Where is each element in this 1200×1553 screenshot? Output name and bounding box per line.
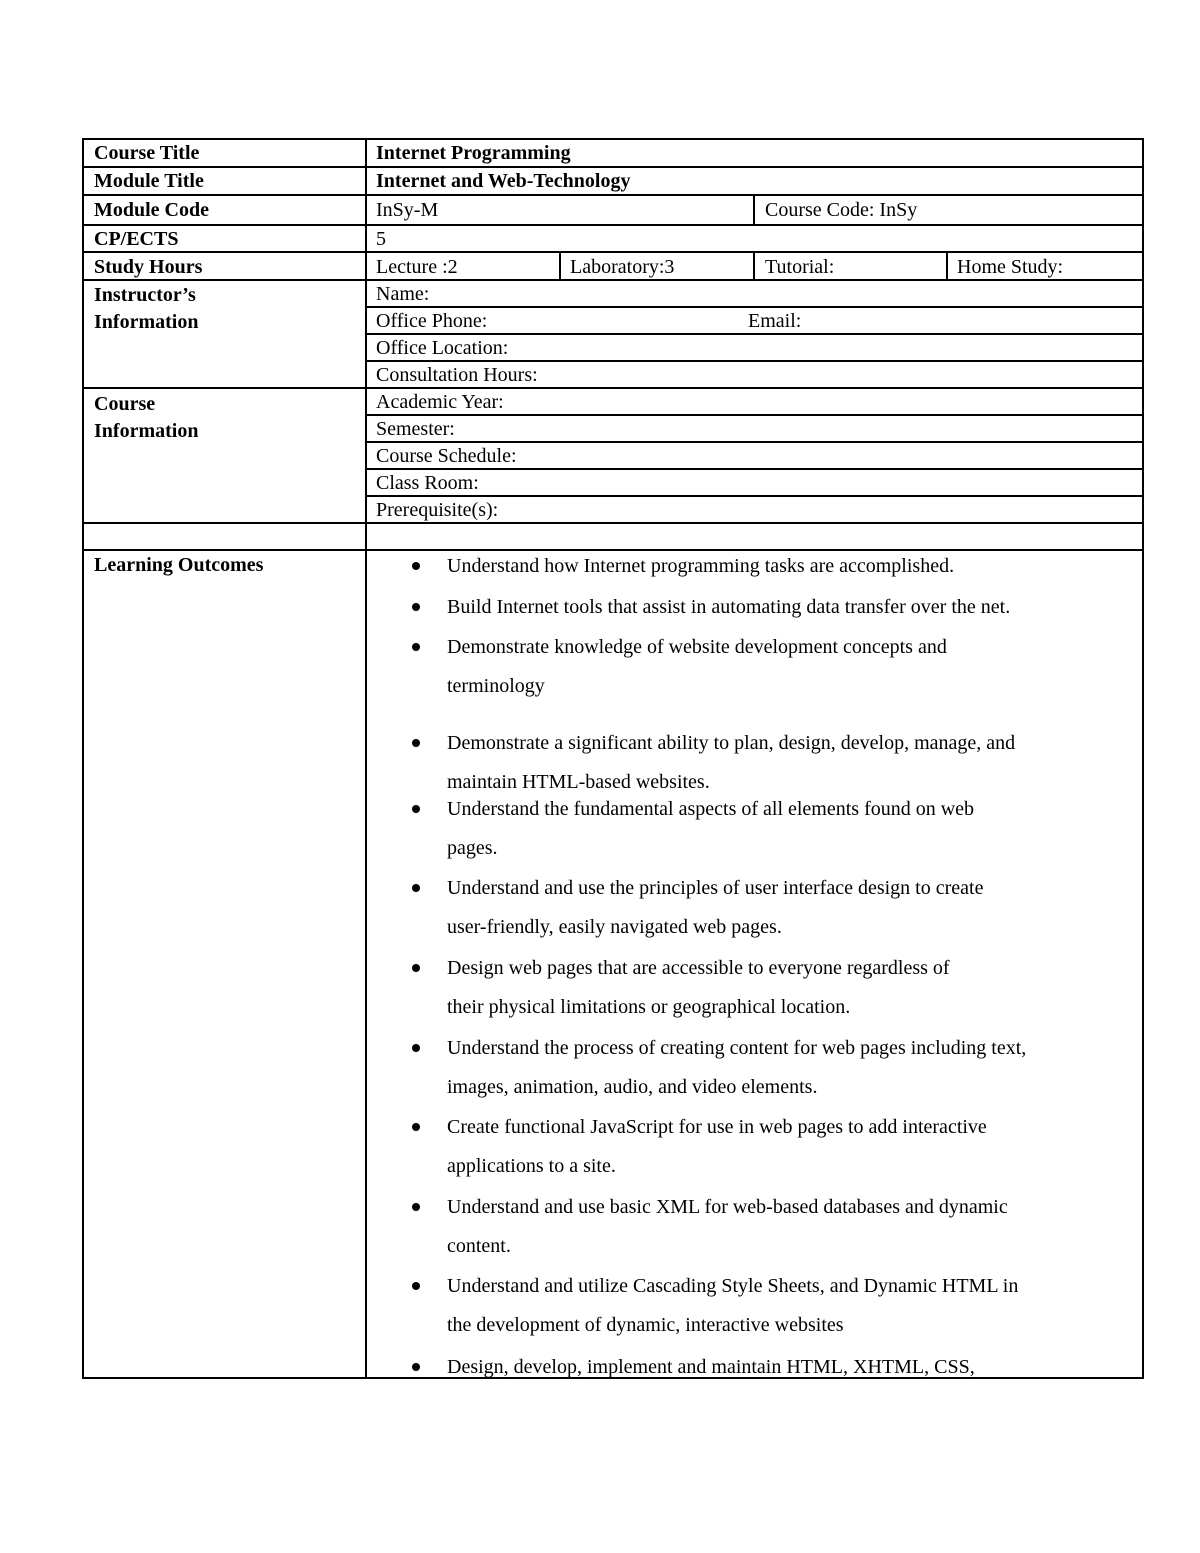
module-code-label: Module Code: [94, 199, 209, 221]
office-phone-field: Office Phone:: [376, 310, 488, 332]
learning-outcome-text: pages.: [447, 837, 498, 859]
bullet-icon: [412, 1363, 420, 1371]
learning-outcome-text: the development of dynamic, interactive websites: [447, 1314, 844, 1336]
course-title-label: Course Title: [94, 142, 200, 164]
bullet-icon: [412, 1282, 420, 1290]
learning-outcome-text: content.: [447, 1235, 511, 1257]
learning-outcome-text: Create functional JavaScript for use in web pages to add interactive: [447, 1116, 987, 1138]
learning-outcome-text: Understand how Internet programming tasks are accomplished.: [447, 555, 955, 577]
column-divider: [559, 251, 561, 281]
bullet-icon: [412, 884, 420, 892]
learning-outcome-text: user-friendly, easily navigated web pages.: [447, 916, 782, 938]
learning-outcome-text: images, animation, audio, and video elements.: [447, 1076, 818, 1098]
tutorial-hours: Tutorial:: [765, 256, 835, 278]
row-divider: [82, 522, 1144, 524]
course-code-value: Course Code: InSy: [765, 199, 918, 221]
module-code-value: InSy-M: [376, 199, 439, 221]
class-room-field: Class Room:: [376, 472, 479, 494]
row-divider: [82, 251, 1144, 253]
learning-outcome-text: maintain HTML-based websites.: [447, 771, 710, 793]
bullet-icon: [412, 1044, 420, 1052]
table-border-left: [82, 138, 84, 1379]
row-divider: [82, 387, 1144, 389]
prerequisites-field: Prerequisite(s):: [376, 499, 499, 521]
office-location-field: Office Location:: [376, 337, 509, 359]
learning-outcome-text: Design, develop, implement and maintain HTML, XHTML, CSS,: [447, 1356, 975, 1378]
bullet-icon: [412, 964, 420, 972]
home-study-hours: Home Study:: [957, 256, 1064, 278]
consultation-hours-field: Consultation Hours:: [376, 364, 538, 386]
learning-outcome-text: Understand and utilize Cascading Style Sheets, and Dynamic HTML in: [447, 1275, 1019, 1297]
learning-outcome-text: terminology: [447, 675, 545, 697]
learning-outcome-text: Understand and use the principles of user interface design to create: [447, 877, 984, 899]
bullet-icon: [412, 739, 420, 747]
learning-outcome-text: Understand the process of creating content for web pages including text,: [447, 1037, 1027, 1059]
learning-outcomes-label: Learning Outcomes: [94, 554, 264, 576]
learning-outcome-text: Understand the fundamental aspects of all elements found on web: [447, 798, 975, 820]
email-field: Email:: [748, 310, 802, 332]
bullet-icon: [412, 805, 420, 813]
bullet-icon: [412, 643, 420, 651]
bullet-icon: [412, 603, 420, 611]
academic-year-field: Academic Year:: [376, 391, 504, 413]
instructor-info-label-line1: Instructor’s: [94, 284, 196, 306]
table-border-top: [82, 138, 1144, 140]
semester-field: Semester:: [376, 418, 455, 440]
row-divider: [82, 224, 1144, 226]
course-info-label-line2: Information: [94, 420, 199, 442]
laboratory-hours: Laboratory:3: [570, 256, 675, 278]
column-divider: [753, 251, 755, 281]
learning-outcome-text: Understand and use basic XML for web-based databases and dynamic: [447, 1196, 1008, 1218]
course-title-value: Internet Programming: [376, 142, 571, 164]
module-title-label: Module Title: [94, 170, 204, 192]
learning-outcome-text: their physical limitations or geographical location.: [447, 996, 851, 1018]
column-divider: [946, 251, 948, 281]
learning-outcome-text: Design web pages that are accessible to everyone regardless of: [447, 957, 950, 979]
row-divider: [82, 549, 1144, 551]
learning-outcome-text: Build Internet tools that assist in automating data transfer over the net.: [447, 596, 1011, 618]
table-border-right: [1142, 138, 1144, 1379]
learning-outcome-text: Demonstrate a significant ability to plan, design, develop, manage, and: [447, 732, 1016, 754]
instructor-info-label-line2: Information: [94, 311, 199, 333]
instructor-name-field: Name:: [376, 283, 430, 305]
study-hours-label: Study Hours: [94, 256, 203, 278]
module-title-value: Internet and Web-Technology: [376, 170, 631, 192]
column-divider: [753, 194, 755, 226]
learning-outcome-text: applications to a site.: [447, 1155, 616, 1177]
column-divider: [365, 138, 367, 1379]
bullet-icon: [412, 1123, 420, 1131]
cp-ects-value: 5: [376, 228, 386, 250]
row-divider: [82, 194, 1144, 196]
course-schedule-field: Course Schedule:: [376, 445, 517, 467]
learning-outcome-text: Demonstrate knowledge of website development concepts and: [447, 636, 947, 658]
lecture-hours: Lecture :2: [376, 256, 458, 278]
course-info-label-line1: Course: [94, 393, 156, 415]
bullet-icon: [412, 1203, 420, 1211]
bullet-icon: [412, 562, 420, 570]
cp-ects-label: CP/ECTS: [94, 228, 179, 250]
